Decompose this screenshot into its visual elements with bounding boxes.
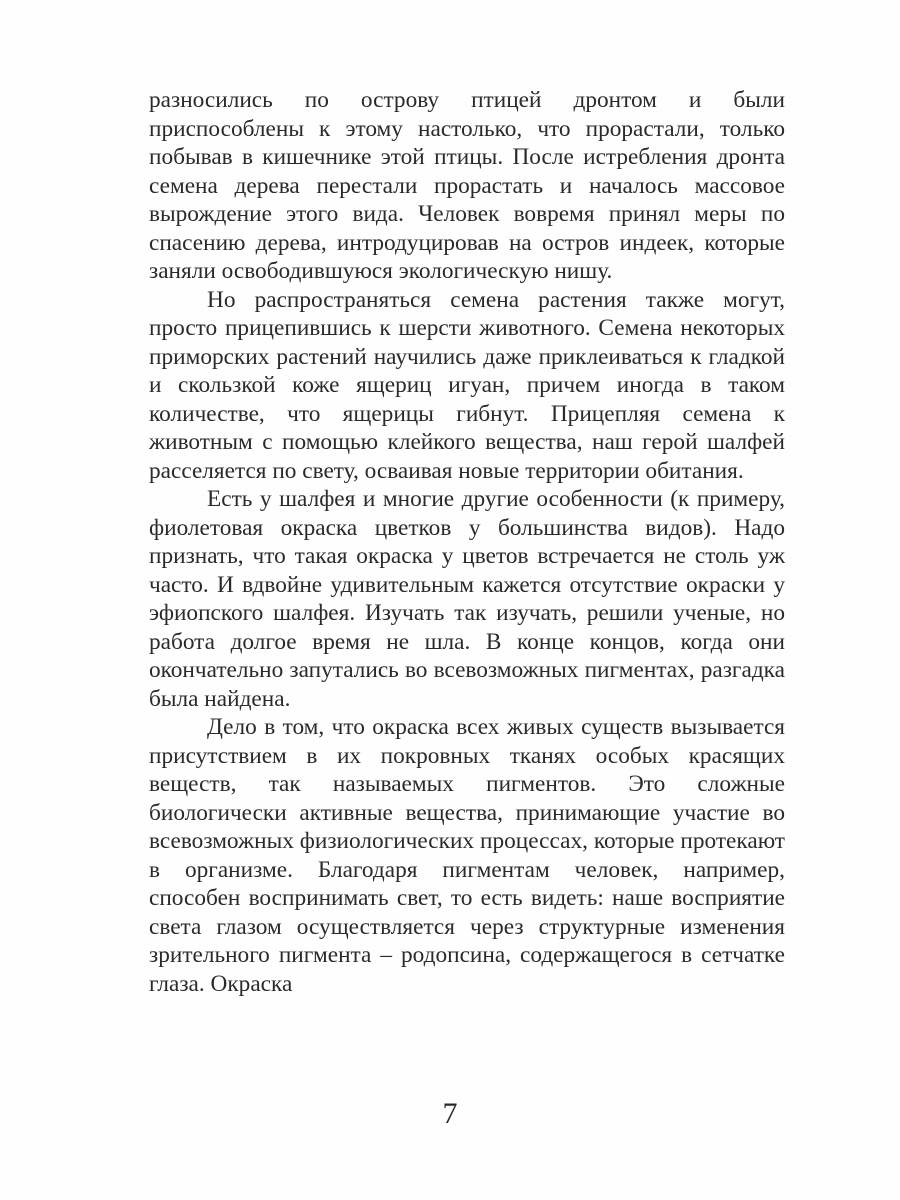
body-text: [149, 86, 785, 998]
paragraph-sage-color: Есть у шалфея и многие другие особенности (к примеру, фиолетовая окраска цветков у большинства видов). Надо признать, что такая окраска у цветов встречается не столь уж часто. И вдвойне удивительным кажется отсутствие окраски у эфиопского шалфея. Изучать так изучать, решили ученые, но работа долгое время не шла. В конце концов, когда они окончательно запутались во всевозможных пигментах, разгадка была найдена.: [149, 486, 785, 712]
paragraph-seed-dispersal: Но распространяться семена растения также могут, просто прицепившись к шерсти животного. Семена некоторых приморских растений научились даже приклеиваться к гладкой и скользкой коже ящериц игуан, причем иногда в таком количестве, что ящерицы гибнут. Прицепляя семена к животным с помощью клейкого вещества, наш герой шалфей расселяется по свету, осваивая новые территории обитания.: [149, 286, 785, 484]
page-number: 7: [442, 1097, 458, 1130]
paragraph-continued: разносились по острову птицей дронтом и были приспособлены к этому настолько, что прорастали, только побывав в кишечнике этой птицы. После истребления дронта семена дерева перестали прорастать и началось массовое вырождение этого вида. Человек вовремя принял меры по спасению дерева, интродуцировав на остров индеек, которые заняли освободившуюся экологическую нишу.: [149, 87, 785, 284]
paragraph-pigments: Дело в том, что окраска всех живых существ вызывается присутствием в их покровных тканях особых красящих веществ, так называемых пигментов. Это сложные биологически активные вещества, принимающие участие во всевозможных физиологических процессах, которые протекают в организме. Благодаря пигментам человек, например, способен воспринимать свет, то есть видеть: наше восприятие света глазом осуществляется через структурные изменения зрительного пигмента – родопсина, содержащегося в сетчатке глаза. Окраска: [149, 714, 785, 997]
